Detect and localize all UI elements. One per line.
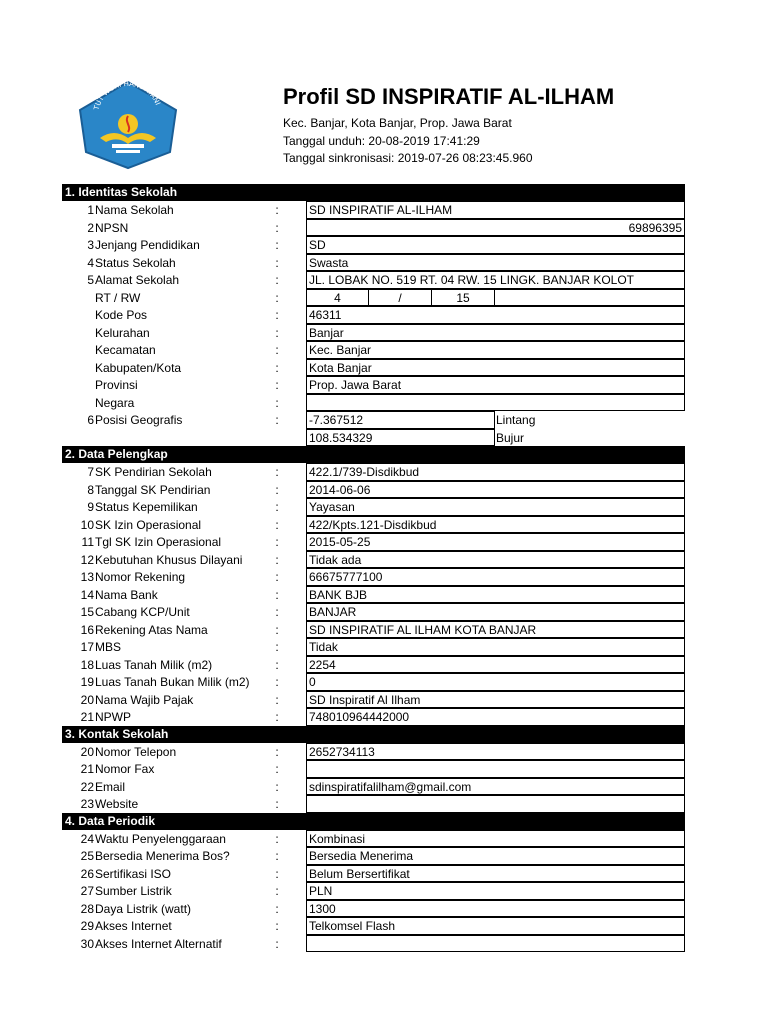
form-row [62, 463, 685, 481]
tut-wuri-handayani-logo [78, 80, 178, 170]
row-label: Luas Tanah Bukan Milik (m2) [95, 675, 250, 689]
row-number: 29 [80, 919, 94, 933]
row-number: 13 [80, 570, 94, 584]
kontak-rows [62, 743, 685, 813]
form-row [62, 708, 685, 726]
row-number: 22 [80, 779, 94, 794]
lintang-label: Lintang [496, 413, 536, 427]
svg-text:TUT WURI HANDAYANI: TUT WURI HANDAYANI [92, 80, 162, 111]
form-row [62, 586, 685, 604]
row-label: Akses Internet [95, 919, 172, 933]
colon: : [275, 710, 279, 724]
row-label: Daya Listrik (watt) [95, 901, 192, 916]
row-value: SD INSPIRATIF AL ILHAM KOTA BANJAR [306, 621, 685, 639]
row-number: 14 [80, 587, 94, 602]
row-number: 25 [80, 849, 94, 863]
row-label: Tgl SK Izin Operasional [95, 535, 222, 549]
row-value [306, 760, 685, 778]
row-label: Nomor Rekening [95, 570, 186, 584]
colon: : [275, 238, 279, 252]
colon: : [275, 831, 279, 846]
form-row [62, 603, 685, 621]
row-label: MBS [95, 640, 122, 654]
row-label: Cabang KCP/Unit [95, 605, 190, 619]
form-row [62, 760, 685, 778]
form-row [62, 516, 685, 534]
colon: : [275, 884, 279, 898]
form-row [62, 551, 685, 569]
row-label: Kabupaten/Kota [95, 360, 182, 375]
row-number: 6 [87, 413, 94, 427]
form-row [62, 621, 685, 639]
row-number: 11 [81, 535, 94, 549]
row-number: 24 [80, 831, 94, 846]
row-number: 19 [80, 675, 94, 689]
row-rtrw [62, 289, 685, 307]
row-number: 15 [80, 605, 94, 619]
page-title: Profil SD INSPIRATIF AL-ILHAM [283, 84, 615, 109]
row-number: 9 [87, 500, 94, 514]
colon: : [275, 605, 279, 619]
form-row [62, 847, 685, 865]
colon: : [275, 587, 279, 602]
field-alamat: JL. LOBAK NO. 519 RT. 04 RW. 15 LINGK. BANJAR KOLOT [306, 271, 685, 289]
row-label: Kode Pos [95, 308, 148, 322]
section-kontak-header: 3. Kontak Sekolah [62, 726, 685, 743]
download-date: Tanggal unduh: 20-08-2019 17:41:29 [283, 134, 480, 148]
row-value: Bersedia Menerima [306, 847, 685, 865]
row-label: Jenjang Pendidikan [95, 238, 200, 252]
row-kelurahan [62, 324, 685, 342]
form-row [62, 900, 685, 918]
form-row [62, 691, 685, 709]
row-label: Rekening Atas Nama [95, 622, 208, 637]
row-negara [62, 394, 685, 412]
row-value: BANJAR [306, 603, 685, 621]
row-posisi-lintang [62, 411, 685, 429]
row-status [62, 254, 685, 272]
row-kabupaten [62, 359, 685, 377]
row-label: Nama Sekolah [95, 203, 174, 217]
field-rt: 4 [306, 289, 369, 307]
row-number: 16 [80, 622, 94, 637]
row-value: 2014-06-06 [306, 481, 685, 499]
row-nama-sekolah [62, 201, 685, 219]
row-label: Luas Tanah Milik (m2) [95, 657, 213, 672]
row-value: 422.1/739-Disdikbud [306, 463, 685, 481]
row-number: 18 [80, 657, 94, 672]
form-row [62, 673, 685, 691]
row-provinsi [62, 376, 685, 394]
colon: : [275, 936, 279, 951]
form-row [62, 656, 685, 674]
colon: : [275, 675, 279, 689]
colon: : [275, 570, 279, 584]
row-npsn [62, 219, 685, 237]
row-label: NPWP [95, 710, 131, 724]
row-value: PLN [306, 882, 685, 900]
field-jenjang: SD [306, 236, 685, 254]
row-label: Kecamatan [95, 343, 156, 357]
row-number: 12 [80, 552, 94, 567]
field-lintang: -7.367512 [306, 411, 495, 429]
field-kelurahan: Banjar [306, 324, 685, 342]
row-label: Waktu Penyelenggaraan [95, 831, 226, 846]
row-number: 26 [80, 866, 94, 881]
row-label: NPSN [95, 220, 129, 235]
rtrw-separator: / [368, 289, 432, 307]
form-row [62, 917, 685, 935]
row-value: Tidak [306, 638, 685, 656]
colon: : [275, 657, 279, 672]
colon: : [275, 413, 279, 427]
colon: : [275, 849, 279, 863]
form-row [62, 568, 685, 586]
row-label: Akses Internet Alternatif [95, 936, 222, 951]
row-number: 30 [80, 936, 94, 951]
school-location: Kec. Banjar, Kota Banjar, Prop. Jawa Barat [283, 116, 512, 130]
form-row [62, 830, 685, 848]
bujur-label: Bujur [496, 430, 525, 445]
section-pelengkap-header: 2. Data Pelengkap [62, 446, 685, 463]
row-value: 2015-05-25 [306, 533, 685, 551]
row-label: Nomor Telepon [95, 744, 177, 759]
row-value: SD Inspiratif Al Ilham [306, 691, 685, 709]
pelengkap-rows [62, 463, 685, 726]
row-jenjang [62, 236, 685, 254]
field-nama-sekolah: SD INSPIRATIF AL-ILHAM [306, 201, 685, 219]
row-label: Negara [95, 395, 135, 410]
row-label: Email [95, 779, 126, 794]
row-number: 23 [80, 797, 94, 811]
row-value: 2254 [306, 656, 685, 674]
row-label: Kebutuhan Khusus Dilayani [95, 552, 243, 567]
colon: : [275, 535, 279, 549]
row-number: 8 [87, 482, 94, 497]
row-number: 28 [80, 901, 94, 916]
form-row [62, 498, 685, 516]
field-provinsi: Prop. Jawa Barat [306, 376, 685, 394]
colon: : [275, 290, 279, 305]
periodik-rows [62, 830, 685, 953]
colon: : [275, 343, 279, 357]
row-value [306, 935, 685, 953]
row-alamat [62, 271, 685, 289]
colon: : [275, 273, 279, 287]
row-label: Nama Bank [95, 587, 158, 602]
row-value: 748010964442000 [306, 708, 685, 726]
colon: : [275, 203, 279, 217]
row-value: sdinspiratifalilham@gmail.com [306, 778, 685, 796]
row-label: Bersedia Menerima Bos? [95, 849, 230, 863]
colon: : [275, 395, 279, 410]
colon: : [275, 762, 279, 776]
colon: : [275, 517, 279, 532]
row-label: Nama Wajib Pajak [95, 692, 194, 707]
colon: : [275, 465, 279, 479]
colon: : [275, 378, 279, 392]
form-row [62, 481, 685, 499]
row-label: Posisi Geografis [95, 413, 183, 427]
colon: : [275, 220, 279, 235]
row-number: 4 [87, 255, 94, 270]
row-label: Status Kepemilikan [95, 500, 198, 514]
row-value: BANK BJB [306, 586, 685, 604]
row-number: 17 [80, 640, 94, 654]
form-row [62, 638, 685, 656]
field-rw: 15 [431, 289, 495, 307]
colon: : [275, 360, 279, 375]
colon: : [275, 692, 279, 707]
row-label: Kelurahan [95, 325, 150, 340]
form-row [62, 778, 685, 796]
row-label: Status Sekolah [95, 255, 176, 270]
field-kodepos: 46311 [306, 306, 685, 324]
row-number: 20 [80, 692, 94, 707]
field-kabupaten: Kota Banjar [306, 359, 685, 377]
row-label: Nomor Fax [95, 762, 155, 776]
field-bujur: 108.534329 [306, 429, 495, 447]
row-label: RT / RW [95, 290, 141, 305]
colon: : [275, 779, 279, 794]
form-row [62, 533, 685, 551]
row-number: 27 [80, 884, 94, 898]
row-number: 10 [80, 517, 94, 532]
sync-date: Tanggal sinkronisasi: 2019-07-26 08:23:45.960 [283, 151, 533, 165]
row-value: 0 [306, 673, 685, 691]
row-number: 5 [87, 273, 94, 287]
row-value: Telkomsel Flash [306, 917, 685, 935]
section-identitas-header: 1. Identitas Sekolah [62, 184, 685, 201]
row-value: 2652734113 [306, 743, 685, 761]
row-value: Yayasan [306, 498, 685, 516]
row-value: Kombinasi [306, 830, 685, 848]
field-npsn: 69896395 [306, 219, 685, 237]
row-value: Tidak ada [306, 551, 685, 569]
row-number: 1 [87, 203, 94, 217]
row-number: 21 [80, 710, 94, 724]
row-label: SK Pendirian Sekolah [95, 465, 212, 479]
form-row [62, 795, 685, 813]
row-label: Website [95, 797, 139, 811]
row-number: 7 [87, 465, 94, 479]
colon: : [275, 640, 279, 654]
row-number: 20 [80, 744, 94, 759]
form-row [62, 865, 685, 883]
profile-form [62, 184, 685, 952]
colon: : [275, 552, 279, 567]
row-posisi-bujur [62, 429, 685, 447]
row-label: Tanggal SK Pendirian [95, 482, 211, 497]
field-negara [306, 394, 685, 412]
colon: : [275, 500, 279, 514]
colon: : [275, 622, 279, 637]
row-number: 2 [87, 220, 94, 235]
colon: : [275, 308, 279, 322]
row-number: 21 [80, 762, 94, 776]
colon: : [275, 901, 279, 916]
row-number: 3 [87, 238, 94, 252]
row-label: SK Izin Operasional [95, 517, 202, 532]
field-status: Swasta [306, 254, 685, 272]
colon: : [275, 255, 279, 270]
field-kecamatan: Kec. Banjar [306, 341, 685, 359]
row-kecamatan [62, 341, 685, 359]
row-value: Belum Bersertifikat [306, 865, 685, 883]
colon: : [275, 866, 279, 881]
form-row [62, 882, 685, 900]
colon: : [275, 325, 279, 340]
colon: : [275, 919, 279, 933]
row-label: Sertifikasi ISO [95, 866, 172, 881]
row-value: 422/Kpts.121-Disdikbud [306, 516, 685, 534]
row-kodepos [62, 306, 685, 324]
form-row [62, 935, 685, 953]
row-label: Sumber Listrik [95, 884, 172, 898]
row-label: Alamat Sekolah [95, 273, 180, 287]
row-label: Provinsi [95, 378, 138, 392]
row-value [306, 795, 685, 813]
colon: : [275, 744, 279, 759]
form-row [62, 743, 685, 761]
colon: : [275, 797, 279, 811]
rtrw-empty-cell [494, 289, 685, 307]
colon: : [275, 482, 279, 497]
section-periodik-header: 4. Data Periodik [62, 813, 685, 830]
row-value: 66675777100 [306, 568, 685, 586]
row-value: 1300 [306, 900, 685, 918]
